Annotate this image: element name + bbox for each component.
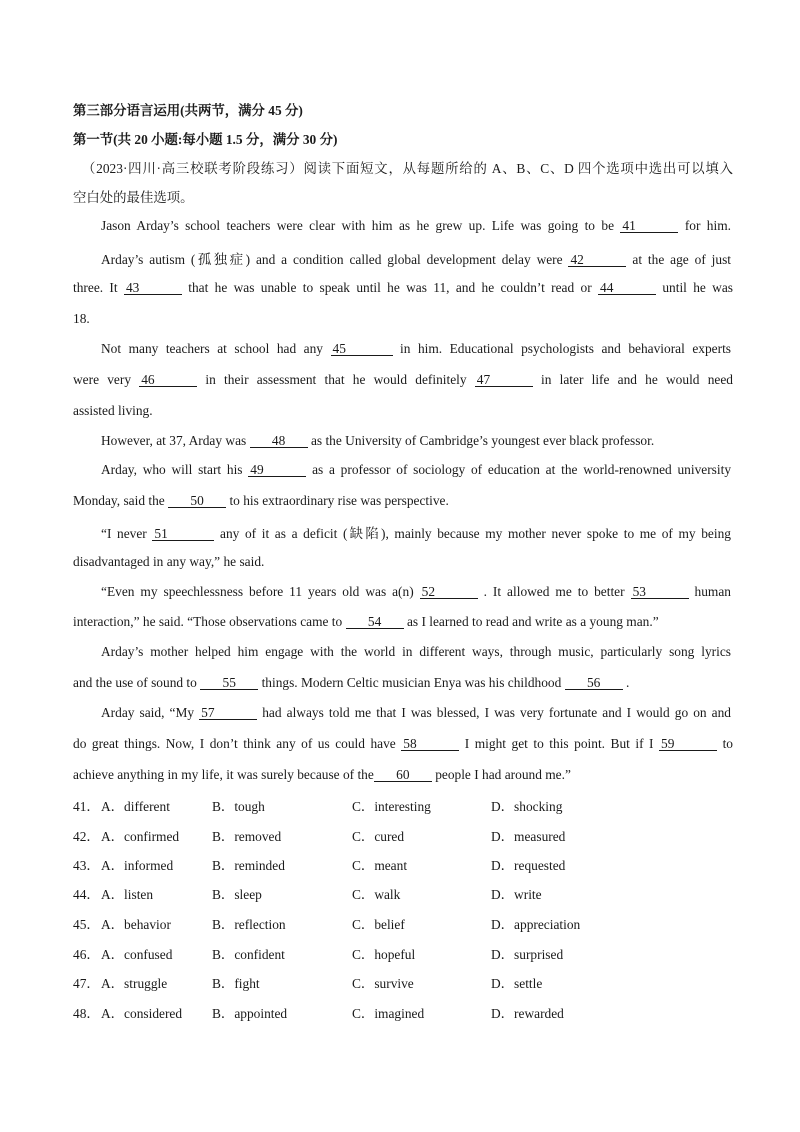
passage-text: do great things. Now, I don’t think any of us could have xyxy=(73,736,396,751)
question-number: 48． xyxy=(73,1006,100,1021)
passage-text: However, at 37, Arday was xyxy=(101,433,247,448)
blank-50: 50 xyxy=(168,494,226,508)
passage-text: achieve anything in my life, it was surely because of the xyxy=(73,767,374,782)
passage-text: I might get to this point. But if I xyxy=(464,736,654,751)
passage-paragraph-3-line-1 xyxy=(101,341,731,357)
blank-47: 47 xyxy=(475,373,533,387)
passage-paragraph-2-line-1 xyxy=(101,249,731,268)
option-a: A．different xyxy=(101,799,170,814)
option-row-46 xyxy=(73,944,733,962)
passage-text: until he was xyxy=(662,280,733,295)
passage-paragraph-5-line-2 xyxy=(73,493,733,509)
question-number: 41． xyxy=(73,799,100,814)
blank-58: 58 xyxy=(401,737,459,751)
passage-paragraph-2-line-3: 18. xyxy=(73,311,90,326)
passage-text: . xyxy=(626,675,630,690)
passage-paragraph-3-line-2 xyxy=(73,372,733,388)
option-b: B．reflection xyxy=(212,917,286,932)
passage-text: in him. Educational psychologists and behavioral experts xyxy=(400,341,732,356)
passage-text: and the use of sound to xyxy=(73,675,197,690)
passage-text: to xyxy=(722,736,733,751)
section-heading: 第一节(共 20 小题:每小题 1.5 分，满分 30 分) xyxy=(73,132,338,147)
passage-text: were very xyxy=(73,372,132,387)
option-row-45 xyxy=(73,914,733,932)
passage-paragraph-7-line-2 xyxy=(73,614,733,630)
blank-45: 45 xyxy=(331,342,393,356)
instructions-line-1: （2023·四川·高三校联考阶段练习）阅读下面短文，从每题所给的 A、B、C、D 四个选项中选出可以填入 xyxy=(82,161,733,176)
option-c: C．walk xyxy=(352,887,401,902)
option-b: B．tough xyxy=(212,799,265,814)
blank-54: 54 xyxy=(346,615,404,629)
option-b: B．reminded xyxy=(212,858,285,873)
passage-paragraph-3-line-3: assisted living. xyxy=(73,403,153,418)
passage-text: Arday said, “My xyxy=(101,705,195,720)
instructions-line-2: 空白处的最佳选项。 xyxy=(73,190,194,205)
passage-paragraph-1 xyxy=(101,218,731,234)
blank-48: 48 xyxy=(250,434,308,448)
passage-paragraph-8-line-1: Arday’s mother helped him engage with the world in different ways, through music, particularly song lyrics xyxy=(101,644,731,659)
option-a: A．behavior xyxy=(101,917,171,932)
passage-text: as a professor of sociology of education at the world-renowned university xyxy=(312,462,732,477)
passage-text: Monday, said the xyxy=(73,493,165,508)
question-number: 43． xyxy=(73,858,100,873)
question-number: 42． xyxy=(73,829,100,844)
option-c: C．belief xyxy=(352,917,405,932)
passage-text: “Even my speechlessness before 11 years old was a(n) xyxy=(101,584,414,599)
option-b: B．sleep xyxy=(212,887,262,902)
passage-paragraph-8-line-2 xyxy=(73,675,733,691)
question-number: 46． xyxy=(73,947,100,962)
option-c: C．hopeful xyxy=(352,947,416,962)
passage-text: at the age of just xyxy=(632,252,732,267)
passage-text: that he was unable to speak until he was 11, and he couldn’t read or xyxy=(188,280,592,295)
option-a: A．informed xyxy=(101,858,174,873)
option-b: B．confident xyxy=(212,947,285,962)
option-c: C．interesting xyxy=(352,799,431,814)
option-row-48 xyxy=(73,1003,733,1021)
option-a: A．struggle xyxy=(101,976,168,991)
option-row-44 xyxy=(73,884,733,902)
blank-56: 56 xyxy=(565,676,623,690)
passage-paragraph-6-line-1 xyxy=(101,523,731,542)
question-number: 44． xyxy=(73,887,100,902)
passage-text: Arday’s autism (孤独症) and a condition called global development delay were xyxy=(101,252,563,267)
passage-text: . It allowed me to better xyxy=(483,584,625,599)
option-row-47 xyxy=(73,973,733,991)
blank-41: 41 xyxy=(620,219,678,233)
option-c: C．meant xyxy=(352,858,408,873)
option-a: A．confused xyxy=(101,947,173,962)
blank-59: 59 xyxy=(659,737,717,751)
passage-text: as I learned to read and write as a young man.” xyxy=(406,614,659,629)
option-b: B．appointed xyxy=(212,1006,288,1021)
passage-text: in their assessment that he would definitely xyxy=(205,372,467,387)
passage-text: people I had around me.” xyxy=(435,767,571,782)
passage-paragraph-4 xyxy=(101,433,731,449)
option-b: B．fight xyxy=(212,976,260,991)
blank-55: 55 xyxy=(200,676,258,690)
option-a: A．listen xyxy=(101,887,154,902)
passage-paragraph-6-line-2: disadvantaged in any way,” he said. xyxy=(73,554,265,569)
passage-text: for him. xyxy=(684,218,731,233)
option-d: D．measured xyxy=(491,829,566,844)
option-d: D．requested xyxy=(491,858,566,873)
option-d: D．write xyxy=(491,887,542,902)
passage-text: to his extraordinary rise was perspective. xyxy=(229,493,449,508)
blank-44: 44 xyxy=(598,281,656,295)
passage-text: Jason Arday’s school teachers were clear with him as he grew up. Life was going to be xyxy=(101,218,615,233)
question-number: 47． xyxy=(73,976,100,991)
passage-text: as the University of Cambridge’s youngest ever black professor. xyxy=(310,433,655,448)
option-d: D．settle xyxy=(491,976,543,991)
blank-52: 52 xyxy=(420,585,478,599)
passage-text: three. It xyxy=(73,280,118,295)
passage-text: any of it as a deficit (缺陷), mainly because my mother never spoke to me of my being xyxy=(220,526,731,541)
passage-paragraph-5-line-1 xyxy=(101,462,731,478)
part-heading: 第三部分语言运用(共两节，满分 45 分) xyxy=(73,103,303,118)
blank-51: 51 xyxy=(152,527,214,541)
option-c: C．survive xyxy=(352,976,414,991)
option-b: B．removed xyxy=(212,829,282,844)
passage-text: Not many teachers at school had any xyxy=(101,341,323,356)
passage-paragraph-7-line-1 xyxy=(101,584,731,600)
blank-46: 46 xyxy=(139,373,197,387)
blank-53: 53 xyxy=(631,585,689,599)
passage-text: human xyxy=(694,584,731,599)
option-d: D．appreciation xyxy=(491,917,581,932)
option-row-42 xyxy=(73,826,733,844)
question-number: 45． xyxy=(73,917,100,932)
option-row-43 xyxy=(73,855,733,873)
passage-paragraph-2-line-2 xyxy=(73,280,733,296)
option-d: D．shocking xyxy=(491,799,563,814)
blank-43: 43 xyxy=(124,281,182,295)
passage-paragraph-9-line-2 xyxy=(73,736,733,752)
passage-text: interaction,” he said. “Those observations came to xyxy=(73,614,343,629)
passage-text: “I never xyxy=(101,526,147,541)
passage-text: had always told me that I was blessed, I was very fortunate and I would go on and xyxy=(262,705,731,720)
passage-paragraph-9-line-3 xyxy=(73,767,733,783)
passage-text: things. Modern Celtic musician Enya was his childhood xyxy=(261,675,562,690)
passage-text: in later life and he would need xyxy=(541,372,733,387)
option-a: A．considered xyxy=(101,1006,183,1021)
option-row-41 xyxy=(73,796,733,814)
option-a: A．confirmed xyxy=(101,829,180,844)
option-d: D．surprised xyxy=(491,947,564,962)
blank-60: 60 xyxy=(374,768,432,782)
option-d: D．rewarded xyxy=(491,1006,564,1021)
passage-paragraph-9-line-1 xyxy=(101,705,731,721)
blank-49: 49 xyxy=(248,463,306,477)
blank-57: 57 xyxy=(199,706,257,720)
blank-42: 42 xyxy=(568,253,626,267)
passage-text: Arday, who will start his xyxy=(101,462,243,477)
option-c: C．imagined xyxy=(352,1006,425,1021)
option-c: C．cured xyxy=(352,829,405,844)
